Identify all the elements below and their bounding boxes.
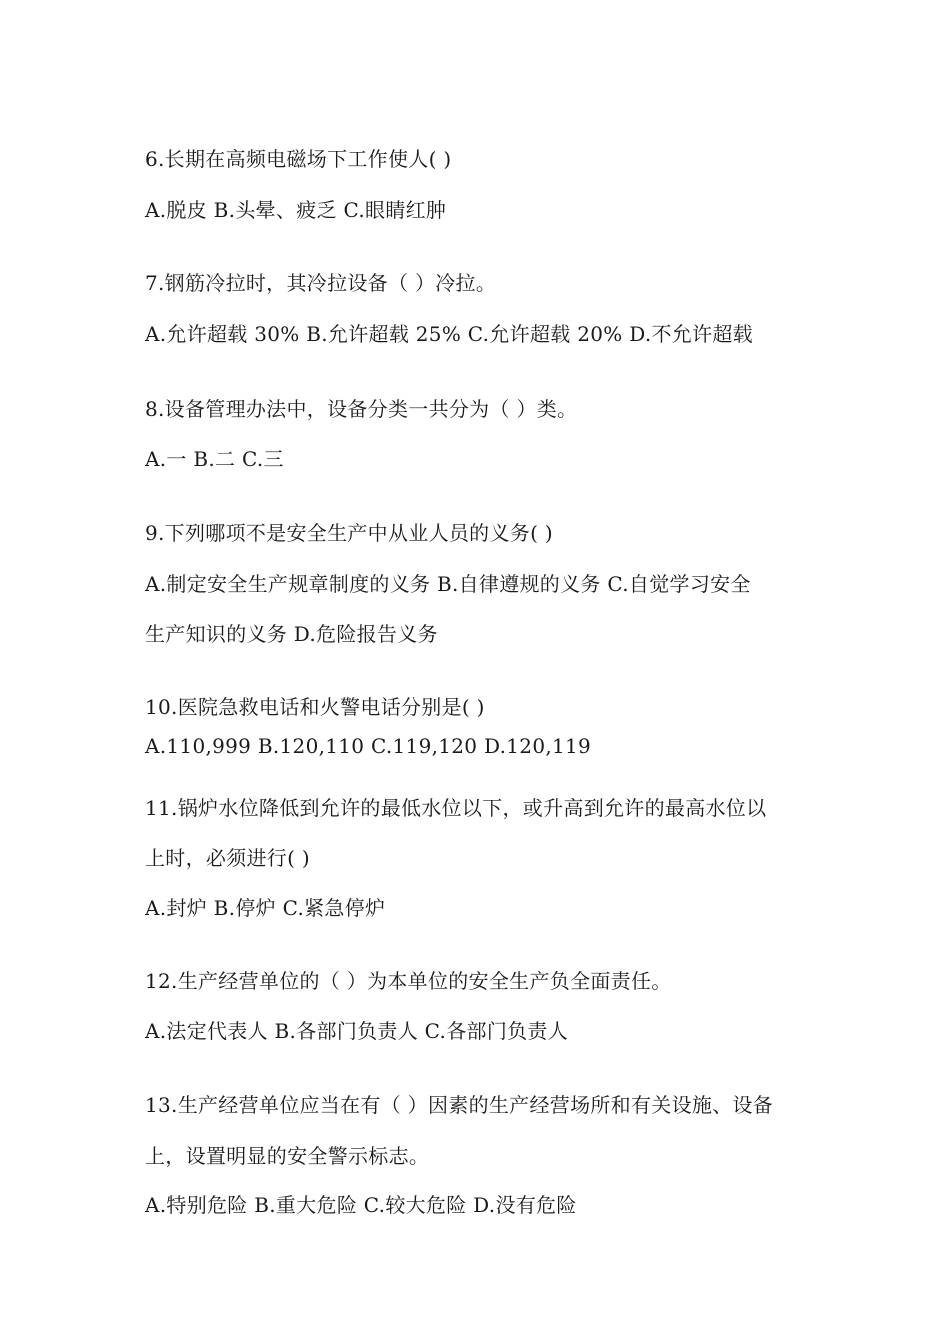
question-8-stem: 8.设备管理办法中，设备分类一共分为（ ）类。 xyxy=(145,397,578,421)
question-9-stem: 9.下列哪项不是安全生产中从业人员的义务( ) xyxy=(145,521,553,545)
question-11-options: A.封炉 B.停炉 C.紧急停炉 xyxy=(145,896,386,920)
question-11-stem-line-1: 11.锅炉水位降低到允许的最低水位以下，或升高到允许的最高水位以 xyxy=(145,796,767,820)
question-13-stem-line-1: 13.生产经营单位应当在有（ ）因素的生产经营场所和有关设施、设备 xyxy=(145,1093,774,1117)
question-10-options: A.110,999 B.120,110 C.119,120 D.120,119 xyxy=(145,734,592,758)
question-11-stem-line-2: 上时，必须进行( ) xyxy=(145,846,310,870)
question-13-options: A.特别危险 B.重大危险 C.较大危险 D.没有危险 xyxy=(145,1193,577,1217)
question-8-options: A.一 B.二 C.三 xyxy=(145,447,284,471)
question-12-options: A.法定代表人 B.各部门负责人 C.各部门负责人 xyxy=(145,1019,569,1043)
question-10-stem: 10.医院急救电话和火警电话分别是( ) xyxy=(145,695,485,719)
question-7-options: A.允许超载 30% B.允许超载 25% C.允许超载 20% D.不允许超载 xyxy=(145,322,753,346)
question-7-stem: 7.钢筋冷拉时，其冷拉设备（ ）冷拉。 xyxy=(145,271,497,295)
question-6-options: A.脱皮 B.头晕、疲乏 C.眼睛红肿 xyxy=(145,198,447,222)
question-9-options-line-2: 生产知识的义务 D.危险报告义务 xyxy=(145,622,438,646)
question-9-options-line-1: A.制定安全生产规章制度的义务 B.自律遵规的义务 C.自觉学习安全 xyxy=(145,572,751,596)
question-6-stem: 6.长期在高频电磁场下工作使人( ) xyxy=(145,147,452,171)
question-12-stem: 12.生产经营单位的（ ）为本单位的安全生产负全面责任。 xyxy=(145,969,672,993)
question-13-stem-line-2: 上，设置明显的安全警示标志。 xyxy=(145,1144,430,1168)
